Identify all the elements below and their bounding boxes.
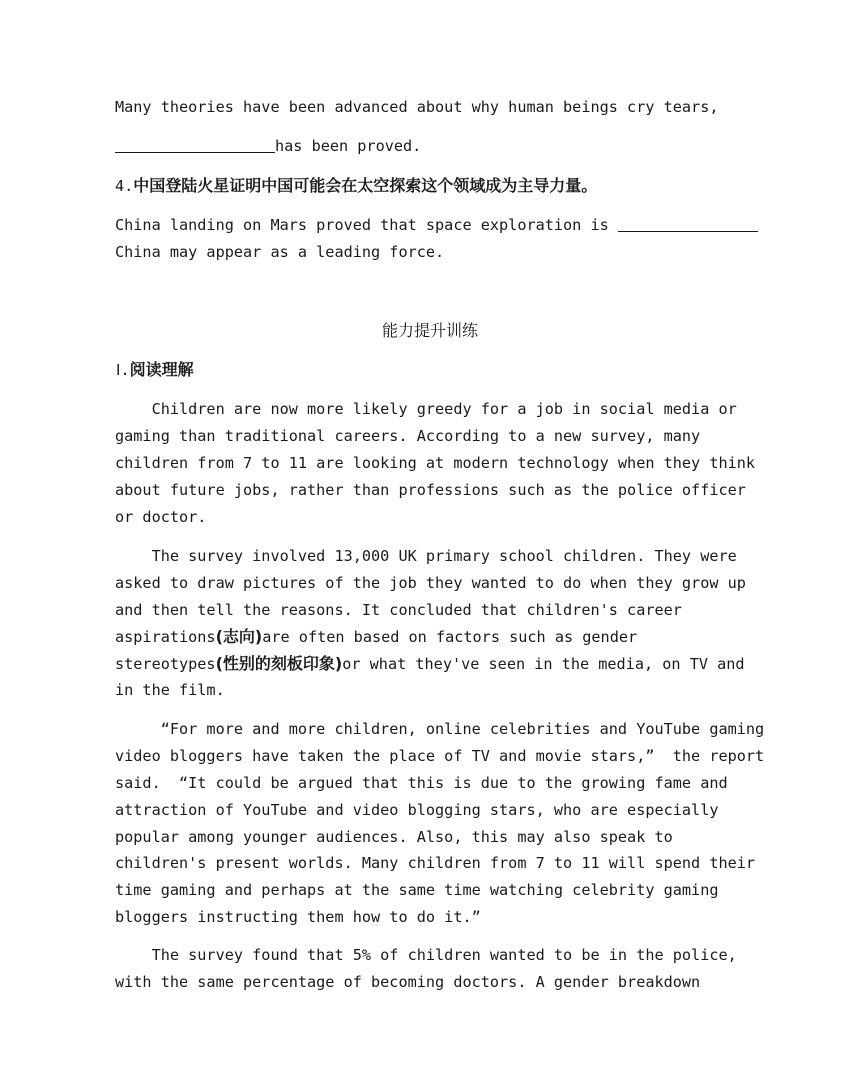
paragraph-line: in the film. — [115, 681, 225, 700]
paragraph-line: bloggers instructing them how to do it.” — [115, 908, 481, 927]
q3-line2-text: has been proved. — [275, 137, 422, 155]
paragraph-line: children's present worlds. Many children from 7 to 11 will spend their — [115, 854, 756, 873]
paragraph-line: and then tell the reasons. It concluded that children's career — [115, 600, 682, 619]
paragraph-line: said. “It could be argued that this is due to the growing fame and — [115, 773, 728, 792]
paragraph-line: or doctor. — [115, 507, 207, 526]
passage-paragraph-1 — [115, 396, 756, 530]
paragraph-line: asked to draw pictures of the job they wanted to do when they grow up — [115, 573, 746, 592]
paragraph-line: attraction of YouTube and video blogging stars, who are especially — [115, 800, 719, 819]
paragraph-line: popular among younger audiences. Also, this may also speak to — [115, 827, 673, 846]
q4-prompt — [115, 172, 597, 200]
paragraph-line: gaming than traditional careers. According to a new survey, many — [115, 426, 701, 445]
paragraph-line: Children are now more likely greedy for a job in social media or — [115, 400, 737, 418]
paragraph-line: The survey involved 13,000 UK primary school children. They were — [115, 547, 737, 565]
part-label: 阅读理解 — [129, 360, 194, 379]
term-stereotypes: stereotypes — [115, 654, 216, 673]
term-aspirations: aspirations — [115, 627, 216, 646]
q4-sentence-line2: China may appear as a leading force. — [115, 243, 445, 261]
gloss-stereotypes: (性别的刻板印象) — [215, 653, 343, 673]
paragraph-line — [115, 624, 745, 651]
passage-paragraph-4 — [115, 942, 745, 996]
q3-sentence-line1: Many theories have been advanced about why human beings cry tears, — [115, 98, 719, 116]
paragraph-line: video bloggers have taken the place of TV and movie stars,” the report — [115, 746, 765, 765]
q4-chinese-prompt: 中国登陆火星证明中国可能会在太空探索这个领域成为主导力量。 — [133, 176, 598, 195]
paragraph-line — [115, 651, 745, 678]
part-heading — [116, 356, 194, 384]
paragraph-line: time gaming and perhaps at the same time watching celebrity gaming — [115, 881, 719, 900]
part-number: Ⅰ. — [116, 361, 130, 379]
passage-paragraph-2 — [115, 543, 745, 704]
paragraph-line: with the same percentage of becoming doctors. A gender breakdown — [115, 972, 701, 991]
q3-sentence-line2 — [115, 133, 421, 160]
q4-number: 4. — [115, 177, 134, 195]
passage-paragraph-3 — [115, 716, 765, 931]
answer-blank[interactable] — [618, 215, 758, 232]
paragraph-line: The survey found that 5% of children wanted to be in the police, — [115, 946, 737, 964]
line-remainder: are often based on factors such as gender — [262, 627, 638, 646]
line-remainder: or what they've seen in the media, on TV and — [342, 654, 745, 673]
paragraph-line: children from 7 to 11 are looking at modern technology when they think — [115, 453, 756, 472]
answer-blank[interactable] — [115, 136, 275, 153]
paragraph-line: about future jobs, rather than professions such as the police officer — [115, 480, 746, 499]
q4-line1-text: China landing on Mars proved that space exploration is — [115, 216, 618, 234]
q4-sentence-line1 — [115, 212, 758, 239]
paragraph-line: “For more and more children, online celebrities and YouTube gaming — [115, 720, 765, 738]
gloss-aspirations: (志向) — [215, 626, 263, 646]
section-title: 能力提升训练 — [381, 321, 478, 340]
